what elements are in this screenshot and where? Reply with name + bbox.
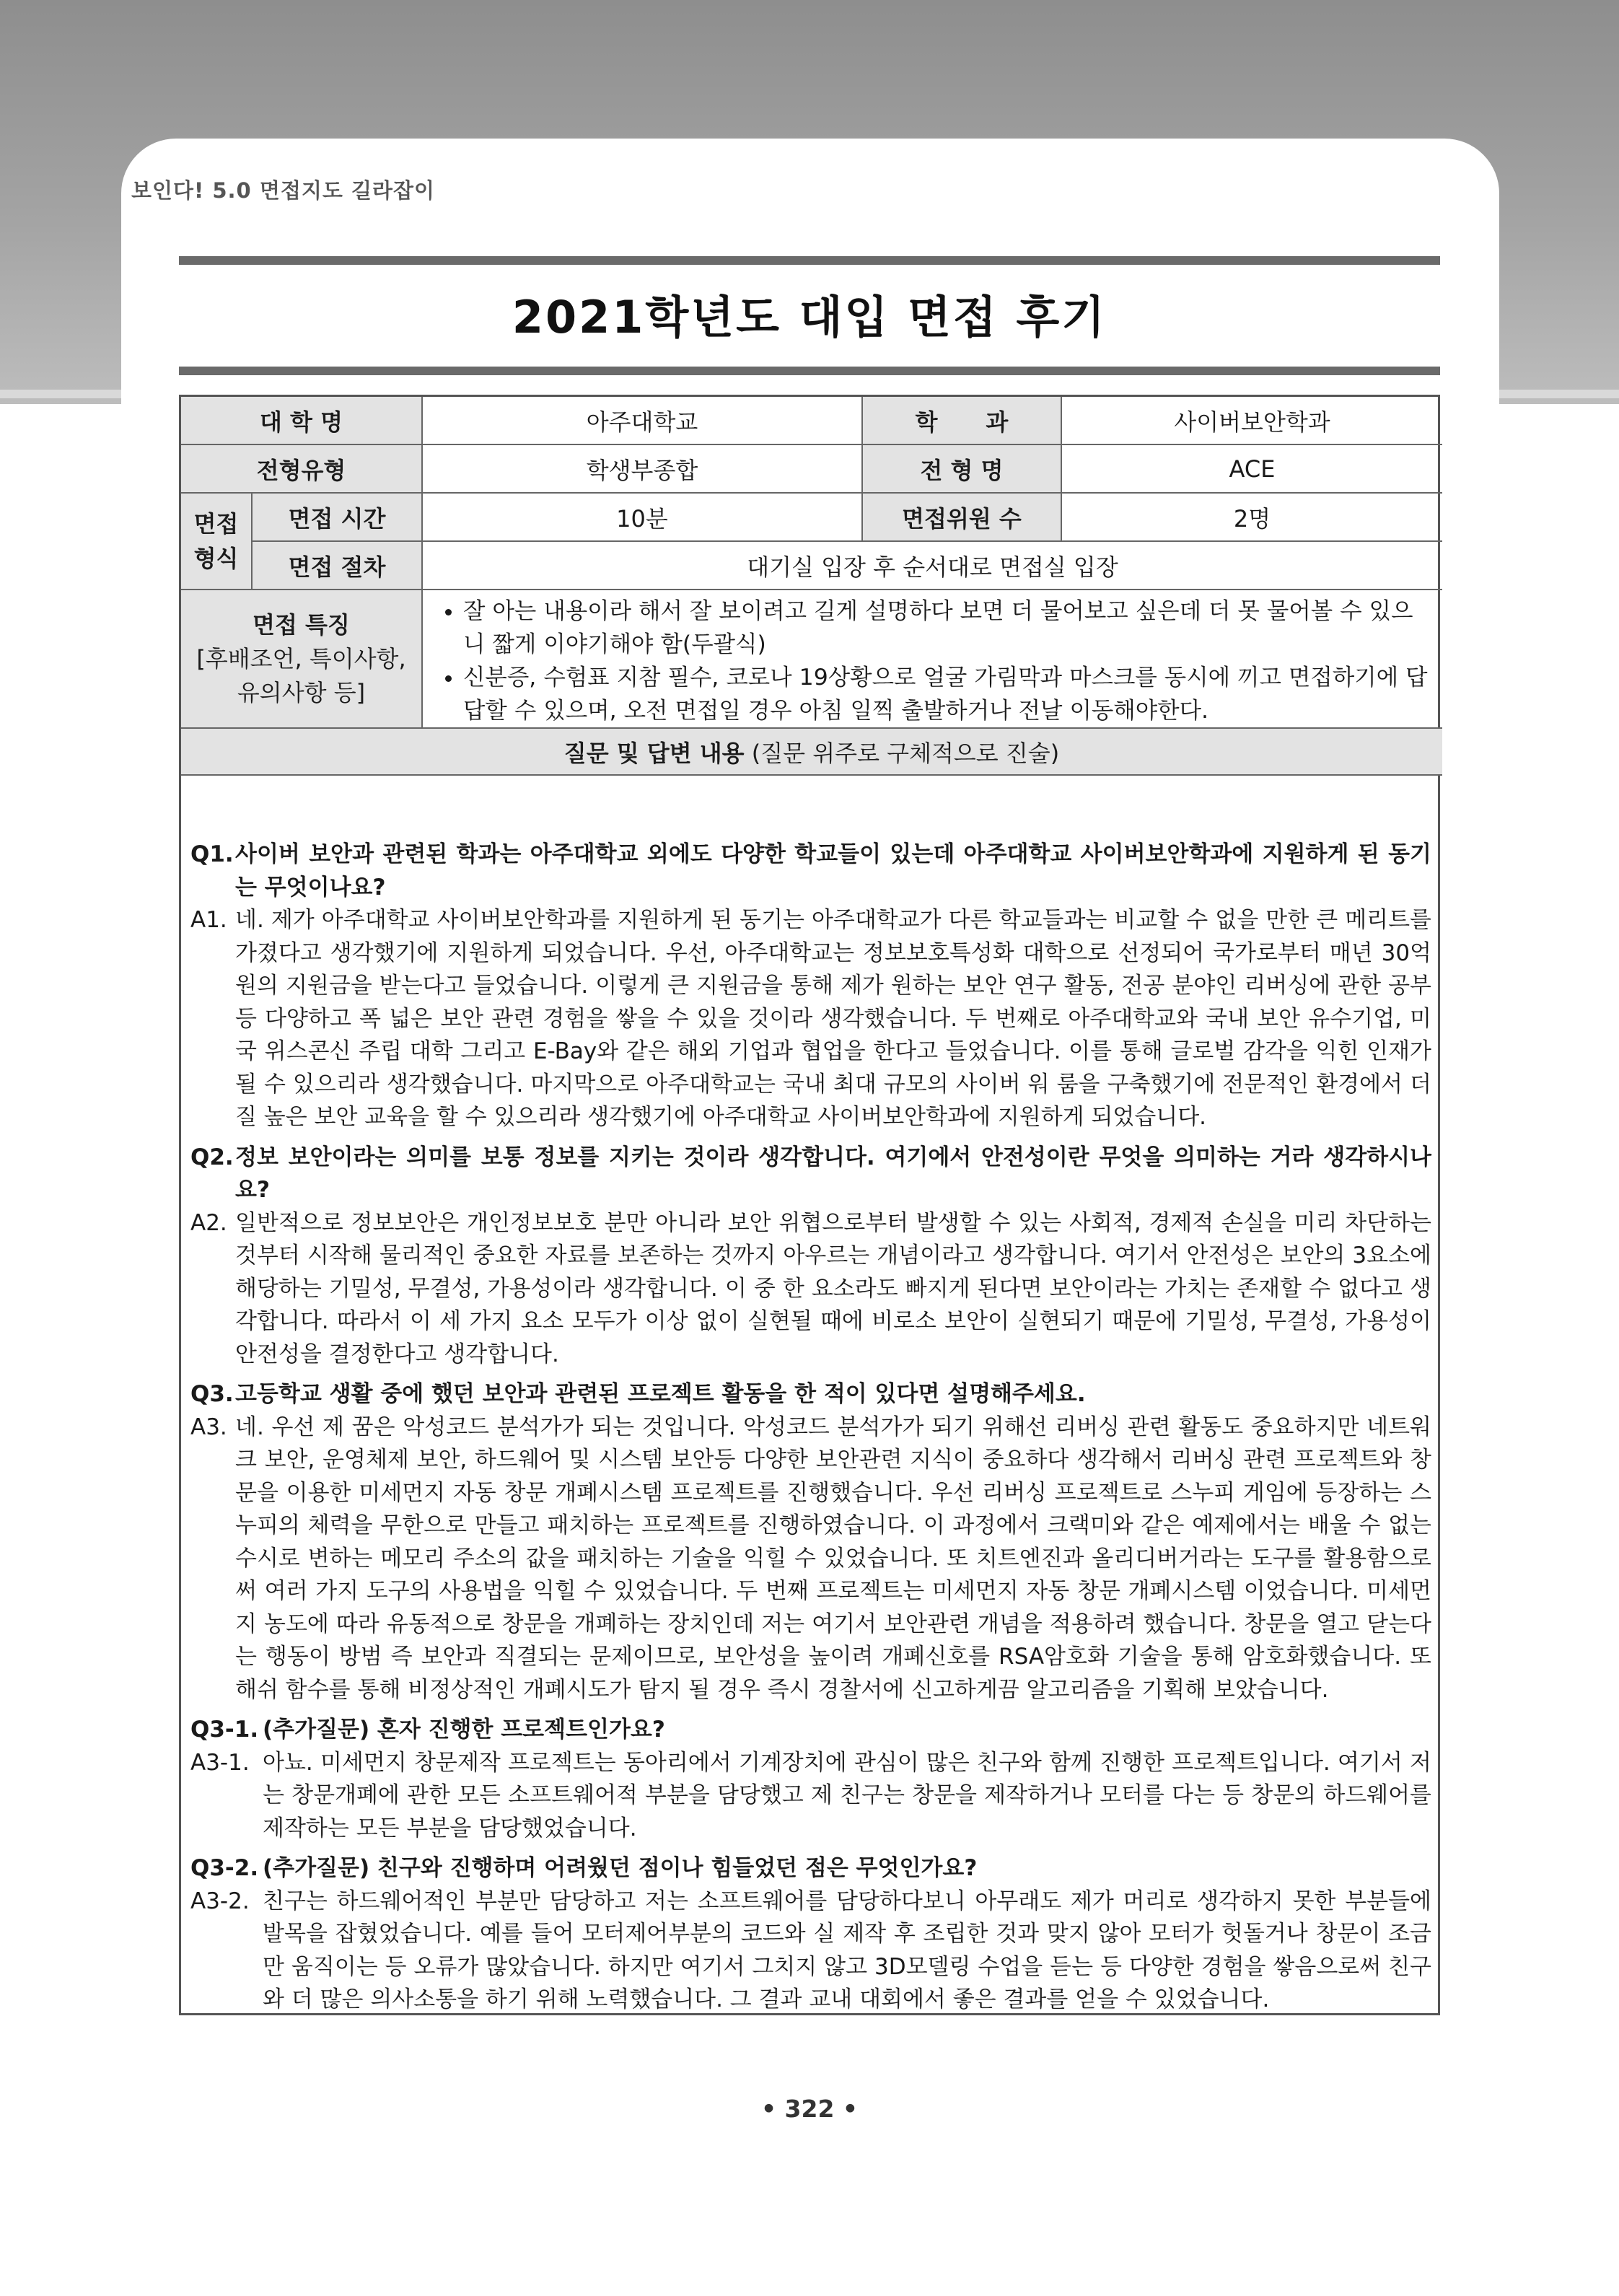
info-table [181,397,1442,776]
answer-number: A1. [190,907,227,933]
answer [190,1411,1431,1707]
question [190,838,1431,904]
features-list-cell [422,590,1442,728]
question [190,1714,1431,1747]
features-label-sub: [후배조언, 특이사항, 유의사항 등] [196,644,406,706]
admission-name-value: ACE [1061,444,1442,493]
interviewers-label: 면접위원 수 [862,493,1061,541]
row-procedure [181,541,1442,590]
procedure-value: 대기실 입장 후 순서대로 면접실 입장 [422,541,1442,590]
admission-type-value: 학생부종합 [422,444,862,493]
left-side-stripe [0,390,121,398]
title-top-rule [179,256,1440,265]
department-value: 사이버보안학과 [1061,397,1442,444]
question-text: 사이버 보안과 관련된 학과는 아주대학교 외에도 다양한 학교들이 있는데 아주대학교 사이버보안학과에 지원하게 된 동기는 무엇이나요? [235,841,1431,901]
question-number: Q2. [190,1144,234,1170]
procedure-label: 면접 절차 [252,541,422,590]
qa-section-header [181,728,1442,775]
answer [190,1207,1431,1372]
qa-block [190,838,1431,1134]
features-label-main: 면접 특징 [253,610,350,639]
right-side-stripe [1499,390,1619,398]
question-text: 고등학교 생활 중에 했던 보안과 관련된 프로젝트 활동을 한 적이 있다면 설명해주세요. [235,1381,1086,1407]
answer-number: A2. [190,1209,227,1236]
answer [190,1747,1431,1846]
question [190,1142,1431,1207]
qa-content [190,837,1431,2017]
answer-text: 네. 제가 아주대학교 사이버보안학과를 지원하게 된 동기는 아주대학교가 다른 학교들과는 비교할 수 없을 만한 큰 메리트를 가졌다고 생각했기에 지원하게 되었습니다. 우선, 아주대학교는 정보보호특성화 대학으로 선정되어 국가로부터 매년 30억원의 지원금을 받는다고 들었습니다. 이렇게 큰 지원금을 통해 제가 원하는 보안 연구 활동, 전공 분야인 리버싱에 관한 공부 등 다양하고 폭 넓은 보안 관련 경험을 쌓을 수 있을 것이라 생각했습니다. 두 번째로 아주대학교와 국내 보안 유수기업, 미국 위스콘신 주립 대학 그리고 E-Bay와 같은 해외 기업과 협업을 한다고 들었습니다. 이를 통해 글로벌 감각을 익힌 인재가 될 수 있으리라 생각했습니다. 마지막으로 아주대학교는 국내 최대 규모의 사이버 워 룸을 구축했기에 전문적인 환경에서 더 질 높은 보안 교육을 할 수 있으리라 생각했기에 아주대학교 사이버보안학과에 지원하게 되었습니다. [235,907,1431,1130]
question-text: 정보 보안이라는 의미를 보통 정보를 지키는 것이라 생각합니다. 여기에서 안전성이란 무엇을 의미하는 거라 생각하시나요? [235,1144,1431,1203]
answer-text: 친구는 하드웨어적인 부분만 담당하고 저는 소프트웨어를 담당하다보니 아무래도 제가 머리로 생각하지 못한 부분들에 발목을 잡혔었습니다. 예를 들어 모터제어부분의 코드와 실 제작 후 조립한 것과 맞지 않아 모터가 헛돌거나 창문이 조금만 움직이는 등 오류가 많았습니다. 하지만 여기서 그치지 않고 3D모델링 수업을 듣는 등 다양한 경험을 쌓음으로써 친구와 더 많은 의사소통을 하기 위해 노력했습니다. 그 결과 교내 대회에서 좋은 결과를 얻을 수 있었습니다. [263,1888,1431,2012]
title-bottom-rule [179,367,1440,375]
answer [190,1885,1431,2017]
qa-header-note: (질문 위주로 구체적으로 진술) [751,739,1060,767]
admission-name-label: 전 형 명 [862,444,1061,493]
format-label: 면접 형식 [181,493,252,590]
admission-type-label: 전형유형 [181,444,422,493]
row-admission [181,444,1442,493]
time-label: 면접 시간 [252,493,422,541]
time-value: 10분 [422,493,862,541]
answer [190,904,1431,1134]
features-label [181,590,422,728]
features-list [436,595,1429,727]
qa-header-main: 질문 및 답변 내용 [563,739,745,767]
question-text: (추가질문) 친구와 진행하며 어려웠던 점이나 힘들었던 점은 무엇인가요? [263,1855,978,1881]
question-number: Q3-1. [190,1717,259,1743]
answer-number: A3-2. [190,1888,250,1914]
running-head: 보인다! 5.0 면접지도 길라잡이 [131,178,436,203]
answer-text: 일반적으로 정보보안은 개인정보보호 분만 아니라 보안 위협으로부터 발생할 수 있는 사회적, 경제적 손실을 미리 차단하는 것부터 시작해 물리적인 중요한 자료를 보존하는 것까지 아우르는 개념이라고 생각합니다. 여기서 안전성은 보안의 3요소에 해당하는 기밀성, 무결성, 가용성이라 생각합니다. 이 중 한 요소라도 빠지게 된다면 보안이라는 가치는 존재할 수 없다고 생각합니다. 따라서 이 세 가지 요소 모두가 이상 없이 실현될 때에 비로소 보안이 실현되기 때문에 기밀성, 무결성, 가용성이 안전성을 결정한다고 생각합니다. [235,1209,1431,1367]
feature-item: • 신분증, 수험표 지참 필수, 코로나 19상황으로 얼굴 가림막과 마스크를 동시에 끼고 면접하기에 답답할 수 있으며, 오전 면접일 경우 아침 일찍 출발하거나 전날 이동해야한다. [463,661,1429,727]
feature-item: • 잘 아는 내용이라 해서 잘 보이려고 길게 설명하다 보면 더 물어보고 싶은데 더 못 물어볼 수 있으니 짧게 이야기해야 함(두괄식) [463,595,1429,661]
qa-block [190,1714,1431,1845]
university-value: 아주대학교 [422,397,862,444]
page-title: 2021학년도 대입 면접 후기 [512,291,1107,343]
row-university [181,397,1442,444]
row-interview-time [181,493,1442,541]
answer-number: A3. [190,1414,227,1440]
question [190,1852,1431,1885]
question [190,1378,1431,1411]
qa-block [190,1142,1431,1372]
question-number: Q1. [190,841,234,867]
row-qa-header [181,728,1442,775]
qa-block [190,1378,1431,1706]
answer-number: A3-1. [190,1749,250,1776]
university-label: 대 학 명 [181,397,422,444]
question-text: (추가질문) 혼자 진행한 프로젝트인가요? [263,1717,665,1743]
qa-block [190,1852,1431,2017]
row-features [181,590,1442,728]
department-label: 학 과 [862,397,1061,444]
answer-text: 아뇨. 미세먼지 창문제작 프로젝트는 동아리에서 기계장치에 관심이 많은 친구와 함께 진행한 프로젝트입니다. 여기서 저는 창문개폐에 관한 모든 소프트웨어적 부분을 담당했고 제 친구는 창문을 제작하거나 모터를 다는 등 창문의 하드웨어를 제작하는 모든 부분을 담당했었습니다. [263,1749,1431,1841]
answer-text: 네. 우선 제 꿈은 악성코드 분석가가 되는 것입니다. 악성코드 분석가가 되기 위해선 리버싱 관련 활동도 중요하지만 네트워크 보안, 운영체제 보안, 하드웨어 및 시스템 보안등 다양한 보안관련 지식이 중요하다 생각해서 리버싱 관련 프로젝트와 창문을 이용한 미세먼지 자동 창문 개폐시스템 프로젝트를 진행했습니다. 우선 리버싱 프로젝트로 스누피 게임에 등장하는 스누피의 체력을 무한으로 만들고 패치하는 프로젝트를 진행하였습니다. 이 과정에서 크랙미와 같은 예제에서는 배울 수 없는 수시로 변하는 메모리 주소의 값을 패치하는 기술을 익힐 수 있었습니다. 또 치트엔진과 올리디버거라는 도구를 활용함으로써 여러 가지 도구의 사용법을 익힐 수 있었습니다. 두 번째 프로젝트는 미세먼지 자동 창문 개폐시스템 이었습니다. 미세먼지 농도에 따라 유동적으로 창문을 개폐하는 장치인데 저는 여기서 보안관련 개념을 적용하려 했습니다. 창문을 열고 닫는다는 행동이 방범 즉 보안과 직결되는 문제이므로, 보안성을 높이려 개폐신호를 RSA암호화 기술을 통해 암호화했습니다. 또 해쉬 함수를 통해 비정상적인 개폐시도가 탐지 될 경우 즉시 경찰서에 신고하게끔 알고리즘을 기획해 보았습니다. [235,1414,1431,1703]
question-number: Q3. [190,1381,234,1407]
page-number: • 322 • [760,2095,859,2123]
interviewers-value: 2명 [1061,493,1442,541]
question-number: Q3-2. [190,1855,259,1881]
